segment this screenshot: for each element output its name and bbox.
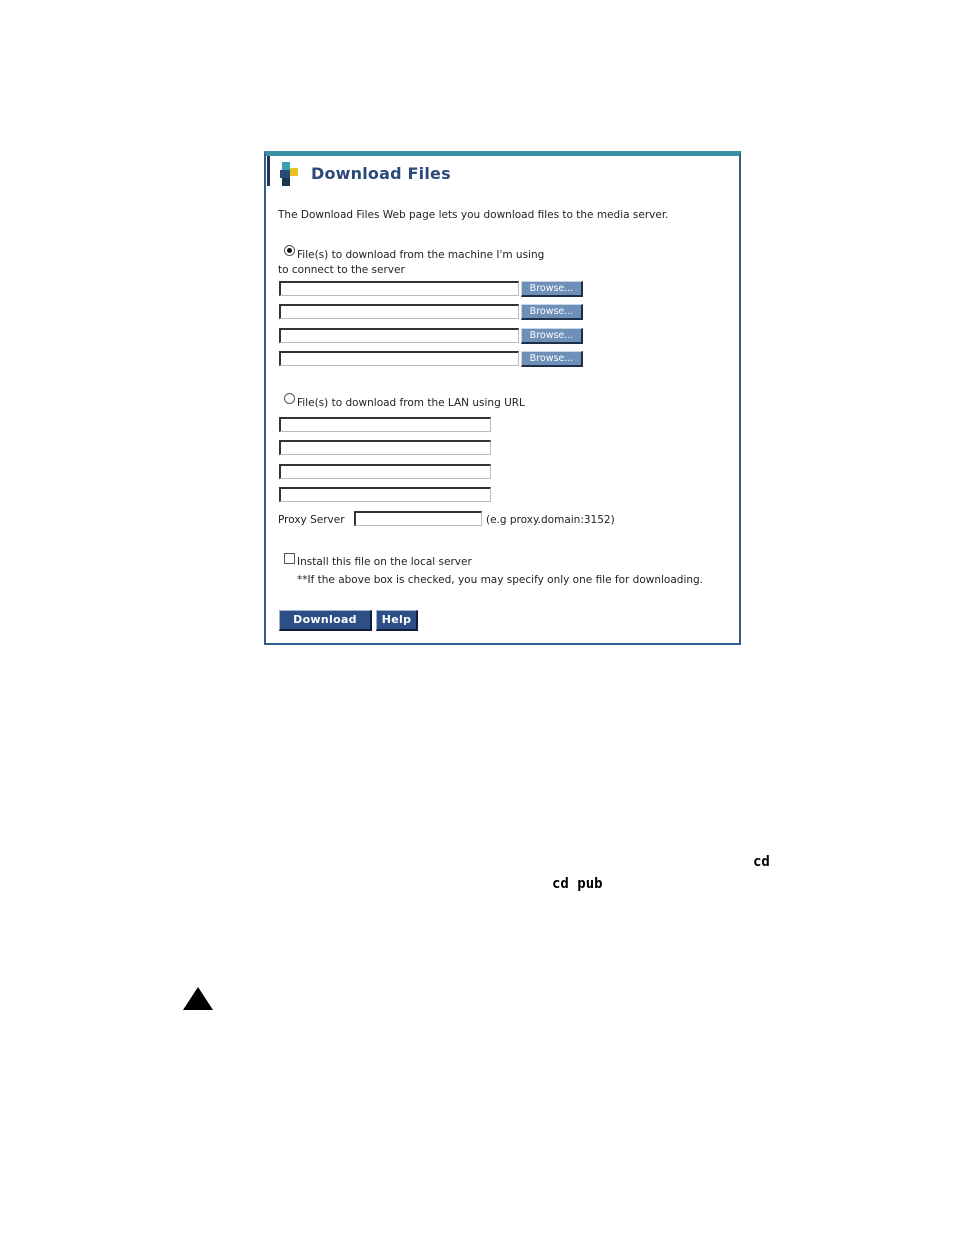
url-field-4[interactable] [279, 487, 491, 502]
install-local-checkbox[interactable] [284, 553, 295, 564]
browse-button-1[interactable]: Browse... [521, 281, 583, 297]
local-file-field-2[interactable] [279, 304, 519, 319]
url-files-radio[interactable] [284, 393, 295, 404]
local-file-field-3[interactable] [279, 328, 519, 343]
url-field-1[interactable] [279, 417, 491, 432]
url-files-label: File(s) to download from the LAN using URL [297, 397, 525, 409]
proxy-server-input[interactable] [354, 511, 482, 526]
install-local-label: Install this file on the local server [297, 556, 472, 568]
url-field-2[interactable] [279, 440, 491, 455]
proxy-server-hint: (e.g proxy.domain:3152) [486, 514, 615, 526]
install-note: **If the above box is checked, you may specify only one file for downloading. [297, 574, 704, 586]
command-cd: cd [753, 854, 770, 870]
url-field-3[interactable] [279, 464, 491, 479]
help-button[interactable]: Help [376, 610, 418, 631]
local-files-radio[interactable] [284, 245, 295, 256]
app-logo-icon [280, 162, 300, 186]
browse-button-3[interactable]: Browse... [521, 328, 583, 344]
download-files-window [264, 151, 741, 645]
local-files-label: File(s) to download from the machine I'm using [297, 249, 545, 261]
page-description: The Download Files Web page lets you download files to the media server. [278, 209, 669, 221]
local-file-field-4[interactable] [279, 351, 519, 366]
browse-button-2[interactable]: Browse... [521, 304, 583, 320]
proxy-server-label: Proxy Server [278, 514, 345, 526]
local-files-label-line2: to connect to the server [278, 264, 405, 276]
command-cd-pub: cd pub [552, 876, 603, 892]
page-title: Download Files [311, 164, 451, 183]
download-button[interactable]: Download [279, 610, 372, 631]
local-file-field-1[interactable] [279, 281, 519, 296]
browse-button-4[interactable]: Browse... [521, 351, 583, 367]
warning-triangle-icon [183, 987, 213, 1010]
